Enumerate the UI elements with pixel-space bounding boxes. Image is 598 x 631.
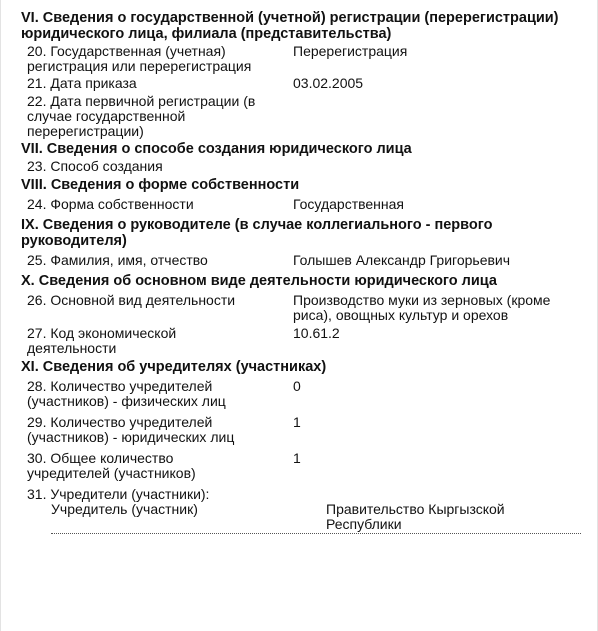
row-31	[21, 487, 591, 502]
row-23-label: 23. Способ создания	[27, 158, 163, 174]
row-29-value: 1	[293, 414, 301, 430]
row-30	[21, 451, 591, 481]
row-29	[21, 415, 591, 445]
row-27-value: 10.61.2	[293, 325, 340, 341]
row-26	[21, 293, 591, 323]
section-10-title: X. Сведения об основном виде деятельности юридического лица	[21, 273, 497, 289]
registry-extract	[21, 8, 591, 532]
row-31-value	[291, 487, 591, 502]
row-26-value: Производство муки из зерновых (кроме риса), овощных культур и орехов	[293, 292, 551, 323]
row-28	[21, 379, 591, 409]
row-27-label: 27. Код экономической деятельности	[27, 325, 177, 356]
row-31-label: 31. Учредители (участники):	[27, 486, 210, 502]
row-24-label: 24. Форма собственности	[27, 196, 194, 212]
row-30-value: 1	[293, 450, 301, 466]
row-29-label: 29. Количество учредителей (участников) - юридических лиц	[27, 414, 235, 445]
row-20-value: Перерегистрация	[293, 43, 408, 59]
row-21-label: 21. Дата приказа	[27, 75, 137, 91]
row-22-label: 22. Дата первичной регистрации (в случае государственной перерегистрации)	[27, 93, 256, 139]
section-6-title: VI. Сведения о государственной (учетной) регистрации (перерегистрации) юридического лица, филиала (представительства)	[21, 10, 559, 42]
founder-row	[21, 502, 591, 532]
row-25-label: 25. Фамилия, имя, отчество	[27, 252, 208, 268]
row-28-label: 28. Количество учредителей (участников) - физических лиц	[27, 378, 226, 409]
section-9-title: IX. Сведения о руководителе (в случае коллегиального - первого руководителя)	[21, 217, 493, 249]
row-21-value: 03.02.2005	[293, 75, 364, 91]
section-11-title: XI. Сведения об учредителях (участниках)	[21, 359, 327, 375]
row-23	[21, 159, 591, 174]
row-20	[21, 44, 591, 74]
row-30-label: 30. Общее количество учредителей (участников)	[27, 450, 196, 481]
row-25-value: Голышев Александр Григорьевич	[293, 252, 511, 268]
row-22-value	[291, 94, 591, 139]
founder-name: Правительство Кыргызской Республики	[326, 501, 505, 532]
founder-header-label: Учредитель (участник)	[51, 501, 198, 517]
row-20-label: 20. Государственная (учетная) регистрация или перерегистрация	[27, 43, 252, 74]
founder-divider	[51, 533, 581, 534]
row-26-label: 26. Основной вид деятельности	[27, 292, 236, 308]
row-28-value: 0	[293, 378, 301, 394]
row-21	[21, 76, 591, 91]
row-27	[21, 326, 591, 356]
row-22	[21, 94, 591, 139]
row-25	[21, 253, 591, 268]
section-8-title: VIII. Сведения о форме собственности	[21, 177, 300, 193]
row-23-value	[291, 159, 591, 174]
row-24	[21, 197, 591, 212]
row-24-value: Государственная	[293, 196, 405, 212]
section-7-title: VII. Сведения о способе создания юридического лица	[21, 141, 412, 157]
